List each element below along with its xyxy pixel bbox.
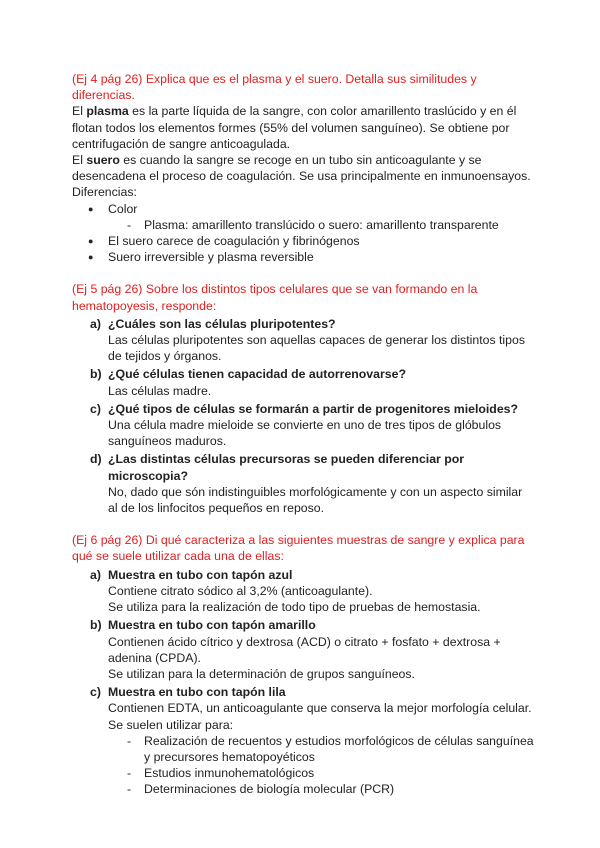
question-label: a) [90, 316, 101, 331]
sample-c-line: Contienen EDTA, un anticoagulante que conserva la mejor morfología celular. [108, 701, 532, 716]
suero-definition [72, 152, 534, 184]
sample-a-line: Se utiliza para la realización de todo tipo de pruebas de hemostasia. [108, 600, 481, 615]
plasma-post: es la parte líquida de la sangre, con color amarillento traslúcido y en él flotan todos los elementos formes (55% del volumen sanguíneo). Se obtiene por centrifugación de sangre anticoagulada. [72, 104, 517, 151]
use-item: - Estudios inmunohematológicos [72, 765, 534, 781]
exercise-6-title: (Ej 6 pág 26) Di qué caracteriza a las siguientes muestras de sangre y explica para qué se suele utilizar cada una de ellas: [72, 533, 525, 564]
sample-b-heading [72, 617, 534, 633]
bullet-item: ● Color [72, 201, 534, 217]
sample-b-line: Contienen ácido cítrico y dextrosa (ACD) o citrato + fosfato + dextrosa + adenina (CPDA). [108, 634, 501, 665]
exercise-4-title: (Ej 4 pág 26) Explica que es el plasma y el suero. Detalla sus similitudes y diferencias. [72, 72, 477, 103]
answer-c: Una célula madre mieloide se convierte en uno de tres tipos de glóbulos sanguíneos maduros. [108, 418, 502, 449]
suero-word: suero [86, 153, 120, 168]
suero-pre: El [72, 153, 87, 168]
item-label: a) [90, 567, 101, 582]
question-label: b) [90, 367, 102, 382]
question-text: ¿Qué células tienen capacidad de autorrenovarse? [108, 367, 406, 382]
answer-a: Las células pluripotentes son aquellas capaces de generar los distintos tipos de tejidos y órganos. [108, 333, 525, 364]
item-heading: Muestra en tubo con tapón lila [108, 685, 286, 700]
exercise-5-title: (Ej 5 pág 26) Sobre los distintos tipos celulares que se van formando en la hematopoyesis, responde: [72, 282, 478, 313]
question-b [72, 366, 534, 382]
item-label: c) [90, 685, 101, 700]
use-item: - Realización de recuentos y estudios morfológicos de células sanguínea y precursores hematopoyéticos [72, 733, 534, 765]
bullet-item: ● Suero irreversible y plasma reversible [72, 249, 534, 265]
use-item: - Determinaciones de biología molecular (PCR) [72, 781, 534, 797]
plasma-word: plasma [86, 104, 129, 119]
sample-a-line: Contiene citrato sódico al 3,2% (anticoagulante). [108, 583, 373, 598]
plasma-definition [72, 103, 534, 152]
question-text: ¿Qué tipos de células se formarán a partir de progenitores mieloides? [108, 401, 519, 416]
question-label: d) [90, 452, 102, 467]
document-page [72, 71, 534, 798]
sample-c-line: Se suelen utilizar para: [108, 717, 234, 732]
question-a [72, 316, 534, 332]
color-subitem: - Plasma: amarillento translúcido o suero: amarillento transparente [72, 217, 534, 233]
question-text: ¿Las distintas células precursoras se pueden diferenciar por microscopia? [108, 452, 465, 483]
item-heading: Muestra en tubo con tapón amarillo [108, 618, 316, 633]
sample-a-heading [72, 567, 534, 583]
answer-b: Las células madre. [108, 383, 212, 398]
item-label: b) [90, 618, 102, 633]
answer-d: No, dado que són indistinguibles morfológicamente y con un aspecto similar al de los linfocitos pequeños en reposo. [108, 484, 523, 516]
question-label: c) [90, 401, 101, 416]
item-heading: Muestra en tubo con tapón azul [108, 567, 293, 582]
question-c [72, 401, 534, 417]
bullet-item: ● El suero carece de coagulación y fibrinógenos [72, 233, 534, 249]
question-d [72, 451, 534, 483]
suero-post: es cuando la sangre se recoge en un tubo sin anticoagulante y se desencadena el proceso de coagulación. Se usa principalmente en inmunoensayos. [72, 153, 531, 184]
plasma-pre: El [72, 104, 87, 119]
differences-label: Diferencias: [72, 185, 137, 200]
sample-c-heading [72, 684, 534, 700]
question-text: ¿Cuáles son las células pluripotentes? [108, 316, 336, 331]
sample-b-line: Se utilizan para la determinación de grupos sanguíneos. [108, 666, 415, 681]
